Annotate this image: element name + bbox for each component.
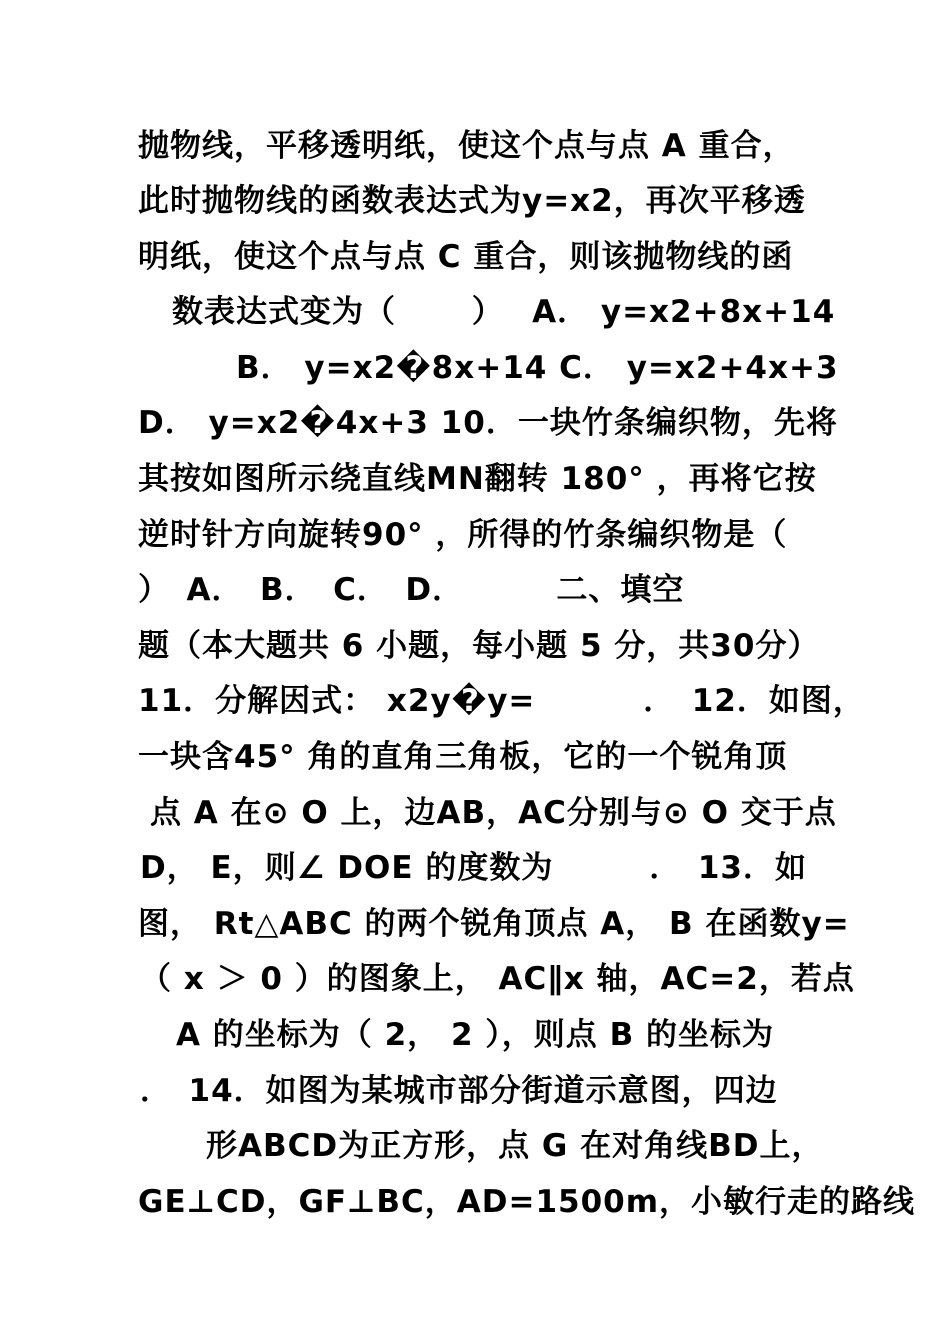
text-line-8: 逆时针方向旋转90° ，所得的竹条编织物是（ bbox=[138, 517, 788, 553]
text-line-7: 其按如图所示绕直线MN翻转 180° ，再将它按 bbox=[138, 461, 817, 497]
text-line-19: 形ABCD为正方形，点 G 在对角线BD上， bbox=[206, 1128, 824, 1164]
text-line-5: B． y=x2�8x+14 C． y=x2+4x+3 bbox=[236, 350, 839, 386]
text-line-4: 数表达式变为（ ） A． y=x2+8x+14 bbox=[172, 294, 836, 330]
text-line-1: 抛物线，平移透明纸，使这个点与点 A 重合， bbox=[138, 128, 795, 164]
text-line-18: ． 14．如图为某城市部分街道示意图，四边 bbox=[140, 1073, 778, 1109]
text-line-9: ） A． B． C． D． 二、填空 bbox=[138, 572, 685, 608]
text-line-20: GE⊥CD，GF⊥BC，AD=1500m，小敏行走的路线 bbox=[138, 1184, 916, 1220]
text-line-15: 图， Rt△ABC 的两个锐角顶点 A， B 在函数y= bbox=[138, 906, 850, 942]
text-line-2: 此时抛物线的函数表达式为y=x2，再次平移透 bbox=[138, 183, 806, 219]
text-line-12: 一块含45° 角的直角三角板，它的一个锐角顶 bbox=[138, 739, 788, 775]
text-line-13: 点 A 在⊙ O 上，边AB，AC分别与⊙ O 交于点 bbox=[150, 795, 837, 831]
text-line-17: A 的坐标为（ 2， 2 ），则点 B 的坐标为 bbox=[176, 1017, 775, 1053]
text-line-3: 明纸，使这个点与点 C 重合，则该抛物线的函 bbox=[138, 239, 794, 275]
text-line-10: 题（本大题共 6 小题，每小题 5 分，共30分） bbox=[138, 628, 820, 664]
text-line-16: （ x ＞ 0 ）的图象上， AC∥x 轴，AC=2，若点 bbox=[140, 961, 855, 997]
text-line-11: 11．分解因式： x2y�y= ． 12．如图， bbox=[138, 683, 865, 719]
text-line-6: D． y=x2�4x+3 10．一块竹条编织物，先将 bbox=[138, 405, 838, 441]
text-line-14: D， E，则∠ DOE 的度数为 ． 13．如 bbox=[140, 850, 807, 886]
